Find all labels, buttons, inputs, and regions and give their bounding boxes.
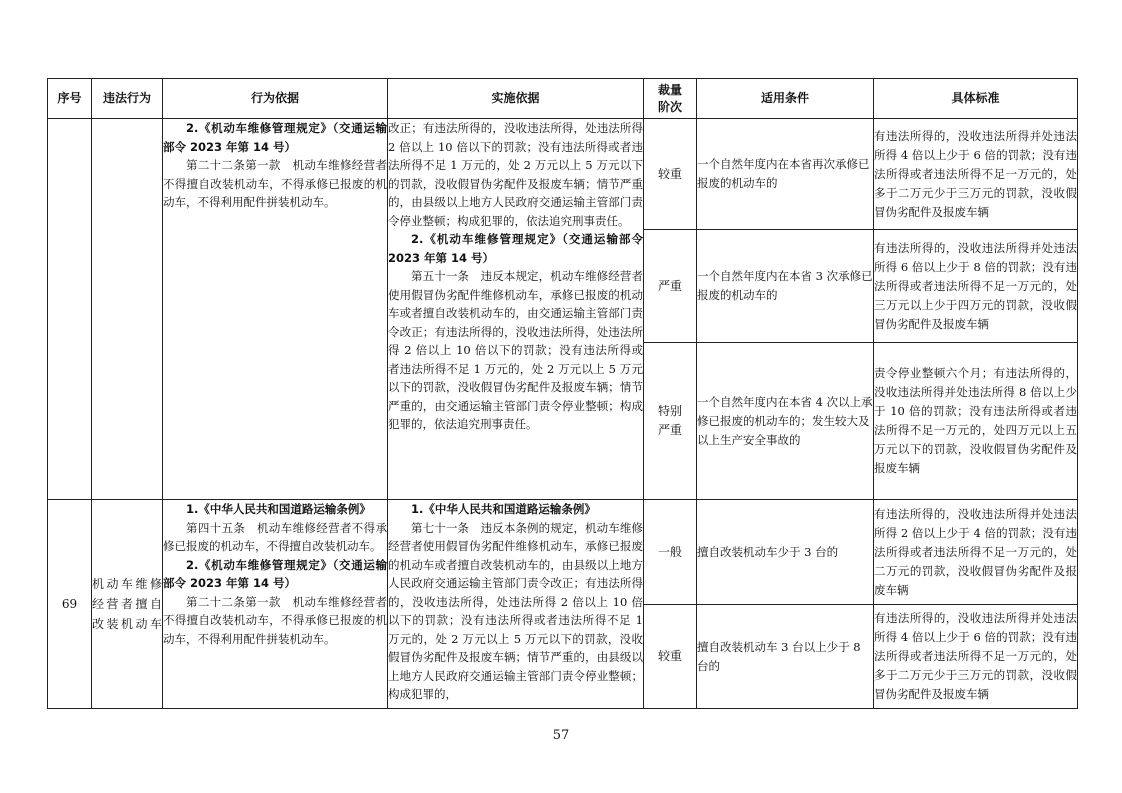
standard-cell: 有违法所得的，没收违法所得并处违法所得 2 倍以上少于 4 倍的罚款；没有违法所得或者违法所得不足一万元的，处二万元的罚款，没收假冒伪劣配件及报废车辆 — [874, 500, 1078, 605]
table-row — [48, 119, 1078, 230]
header-condition: 适用条件 — [697, 79, 874, 119]
condition-cell: 擅自改装机动车 3 台以上少于 8 台的 — [697, 605, 874, 709]
implementation-text: 第七十一条 违反本条例的规定，机动车维修经营者使用假冒伪劣配件维修机动车，承修已报废的机动车或者擅自改装机动车的，由县级以上地方人民政府交通运输主管部门责令改正；有违法所得的，没收违法所得，处违法所得 2 倍以上 10 倍以下的罚款；没有违法所得或者违法所得不足 1 万元的，处 2 万元以上 5 万元以下的罚款，没收假冒伪劣配件及报废车辆；情节严重的，由县级以上地方人民政府交通运输主管部门责令停业整顿；构成犯罪的， — [388, 520, 643, 701]
violation-act-text: 机动车维修经营者擅自改装机动车 — [92, 577, 162, 631]
implementation-cell — [388, 500, 644, 709]
condition-cell: 擅自改装机动车少于 3 台的 — [697, 500, 874, 605]
header-standard: 具体标准 — [874, 79, 1078, 119]
basis-text: 第四十五条 机动车维修经营者不得承修已报废的机动车，不得擅自改装机动车。 — [163, 520, 387, 553]
violation-act — [92, 500, 163, 709]
basis-cell — [163, 119, 388, 500]
act-cell-empty — [92, 119, 163, 500]
implementation-text: 第五十一条 违反本规定，机动车维修经营者使用假冒伪劣配件维修机动车，承修已报废的机动车或者擅自改装机动车的，由交通运输主管部门责令改正；有违法所得的，没收违法所得，处违法所得 2 倍以上 10 倍以下的罚款；没有违法所得或者违法所得不足 1 万元的，处 2 万元以上 5 万元以下的罚款，没收假冒伪劣配件及报废车辆；情节严重的，由交通运输主管部门责令停业整顿；构成犯罪的，依法追究刑事责任。 — [388, 269, 643, 431]
basis-cell — [163, 500, 388, 709]
condition-cell: 一个自然年度内在本省再次承修已报废的机动车的 — [697, 119, 874, 230]
item-number: 69 — [48, 500, 92, 709]
level-cell: 一般 — [644, 500, 697, 605]
level-cell: 特别 严重 — [644, 343, 697, 500]
basis-title: 2.《机动车维修管理规定》（交通运输部令 2023 年第 14 号） — [163, 121, 387, 154]
implementation-title: 2.《机动车维修管理规定》（交通运输部令 2023 年第 14 号） — [388, 232, 643, 265]
basis-text: 第二十二条第一款 机动车维修经营者不得擅自改装机动车，不得承修已报废的机动车，不得利用配件拼装机动车。 — [163, 158, 387, 209]
condition-cell: 一个自然年度内在本省 3 次承修已报废的机动车的 — [697, 230, 874, 343]
page-number: 57 — [552, 728, 570, 743]
level-cell: 较重 — [644, 119, 697, 230]
header-no: 序号 — [48, 79, 92, 119]
level-cell: 严重 — [644, 230, 697, 343]
header-act: 违法行为 — [92, 79, 163, 119]
header-implementation: 实施依据 — [388, 79, 644, 119]
standard-cell: 有违法所得的，没收违法所得并处违法所得 6 倍以上少于 8 倍的罚款；没有违法所得或者违法所得不足一万元的，处三万元以上少于四万元的罚款，没收假冒伪劣配件及报废车辆 — [874, 230, 1078, 343]
standard-cell: 责令停业整顿六个月；有违法所得的，没收违法所得并处违法所得 8 倍以上少于 10 倍的罚款；没有违法所得或者违法所得不足一万元的，处四万元以上五万元以下的罚款，没收假冒伪劣配件及报废车辆 — [874, 343, 1078, 500]
basis-title: 1.《中华人民共和国道路运输条例》 — [186, 502, 371, 516]
condition-cell: 一个自然年度内在本省 4 次以上承修已报废的机动车的；发生较大及以上生产安全事故的 — [697, 343, 874, 500]
standard-cell: 有违法所得的，没收违法所得并处违法所得 4 倍以上少于 6 倍的罚款；没有违法所得或者违法所得不足一万元的，处多于二万元少于三万元的罚款，没收假冒伪劣配件及报废车辆 — [874, 605, 1078, 709]
basis-title: 2.《机动车维修管理规定》（交通运输部令 2023 年第 14 号） — [163, 557, 387, 590]
penalty-standard-table — [47, 78, 1078, 709]
header-level: 裁量 阶次 — [644, 79, 697, 119]
implementation-continued-text: 改正；有违法所得的，没收违法所得，处违法所得 2 倍以上 10 倍以下的罚款；没有违法所得或者违法所得不足 1 万元的，处 2 万元以上 5 万元以下的罚款，没收假冒伪劣配件及报废车辆；情节严重的，由县级以上地方人民政府交通运输主管部门责令停业整顿；构成犯罪的，依法追究刑事责任。 — [388, 121, 643, 228]
header-basis: 行为依据 — [163, 79, 388, 119]
no-cell-empty — [48, 119, 92, 500]
standard-cell: 有违法所得的，没收违法所得并处违法所得 4 倍以上少于 6 倍的罚款；没有违法所得或者违法所得不足一万元的，处多于二万元少于三万元的罚款，没收假冒伪劣配件及报废车辆 — [874, 119, 1078, 230]
implementation-title: 1.《中华人民共和国道路运输条例》 — [411, 502, 596, 516]
level-cell: 较重 — [644, 605, 697, 709]
implementation-cell — [388, 119, 644, 500]
basis-text: 第二十二条第一款 机动车维修经营者不得擅自改装机动车，不得承修已报废的机动车，不得利用配件拼装机动车。 — [163, 594, 387, 646]
table-row — [48, 500, 1078, 605]
table-header-row — [48, 79, 1078, 119]
